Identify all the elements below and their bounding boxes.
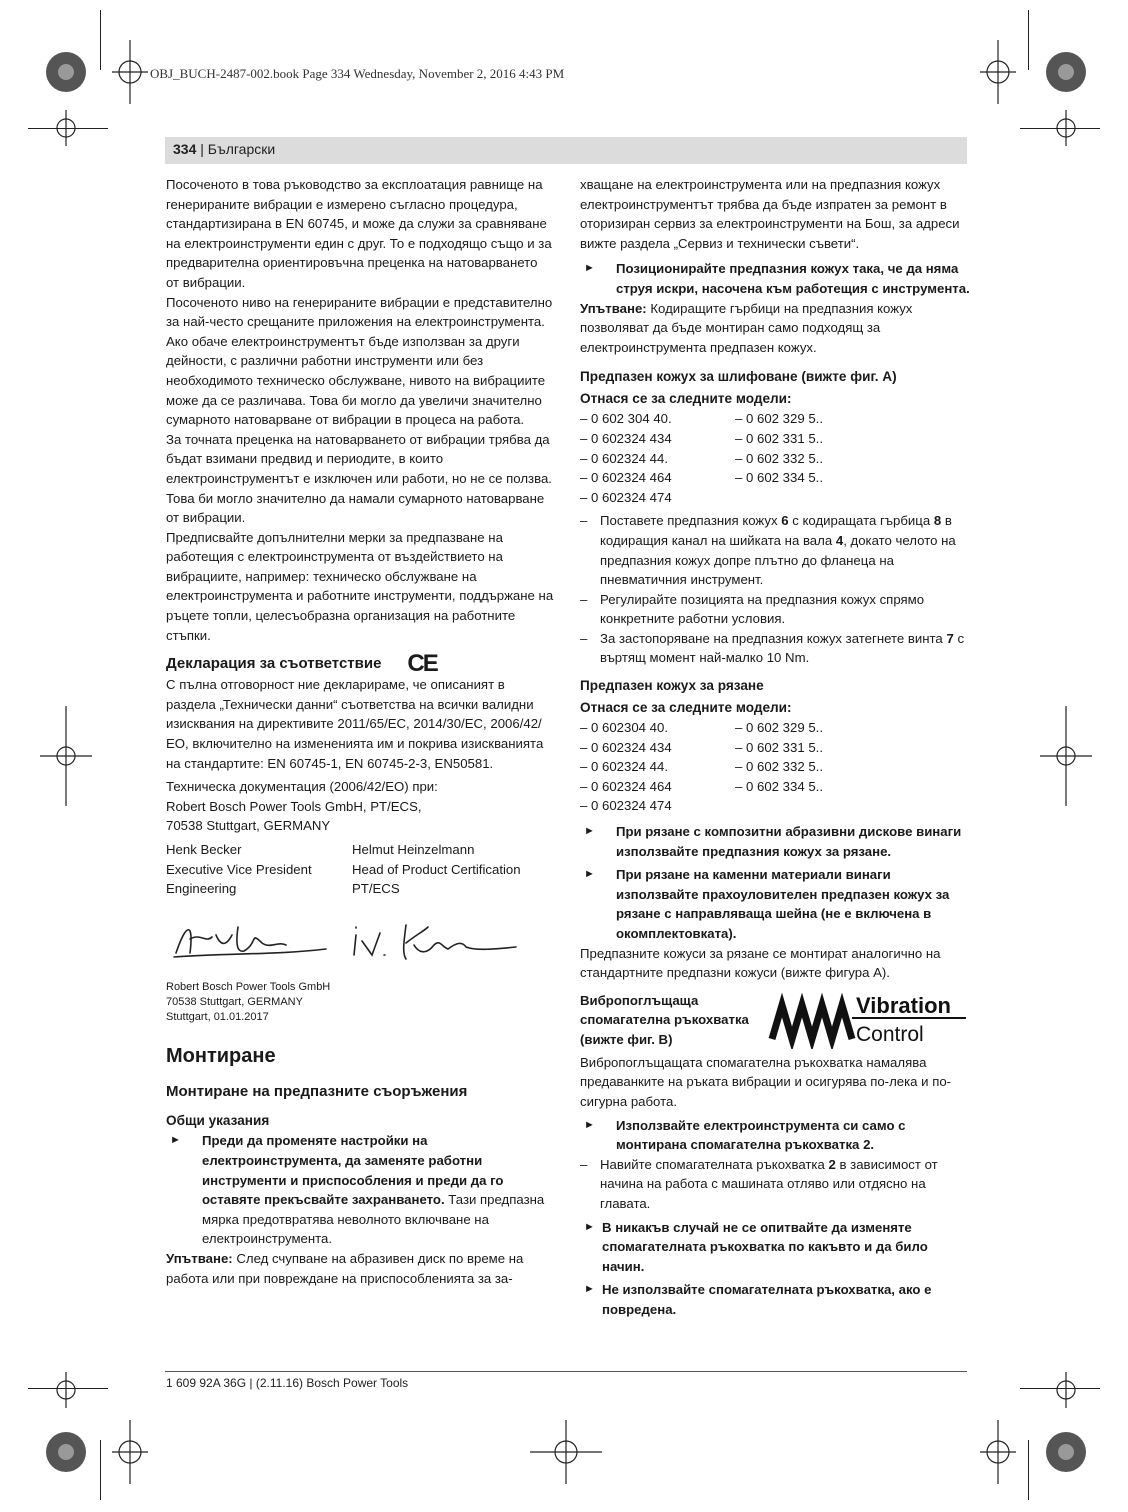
step-lock-guard: – За застопоряване на предпазния кожух затегнете винта 7 с въртящ момент най-малко 10 Nm. — [580, 630, 965, 666]
model-number: – 0 602 334 5.. — [735, 778, 823, 794]
bullet-arrow-icon: ► — [584, 262, 595, 275]
bullet-normal-text: Тази предпазна мярка предотвратява неволното включване на електроинструмента. — [202, 1192, 545, 1247]
model-number: – 0 602324 474 — [580, 798, 672, 814]
ref-number: 2 — [828, 1156, 836, 1172]
company-line: Robert Bosch Power Tools GmbH — [166, 981, 331, 994]
control-logo-text: Control — [856, 1022, 924, 1046]
step-screw-handle: – Навийте спомагателната ръкохватка 2 в зависимост от начина на работа с машината отляво или отдясно на главата. — [580, 1156, 938, 1211]
bullet-arrow-icon: ► — [584, 1283, 595, 1296]
model-number: – 0 602324 434 — [580, 739, 672, 755]
model-number: – 0 602 331 5.. — [735, 430, 823, 446]
company-block — [166, 980, 554, 1025]
bullet-arrow-icon: ► — [584, 868, 595, 881]
continued-text: хващане на електроинструмента или на предпазния кожух електроинструментът трябва да бъде изпратен за ремонт в оторизиран сервиз за електроинструменти на Бош, за адреси вижте раздела „Сервиз и технически съвети“. — [580, 177, 960, 251]
general-heading: Общи указания — [166, 1113, 270, 1129]
signer-1 — [166, 840, 352, 899]
model-number: – 0 602324 44. — [580, 450, 668, 466]
model-number: – 0 602 329 5.. — [735, 720, 823, 736]
model-number: – 0 602324 474 — [580, 489, 672, 505]
bullet-cutting-discs — [580, 822, 972, 861]
cutting-mount-text: Предпазните кожуси за рязане се монтират аналогично на стандартните предпазни кожуси (вижте фигура A). — [580, 945, 941, 981]
model-number: – 0 602 334 5.. — [735, 470, 823, 486]
declaration-heading: Декларация за съответствие — [166, 655, 382, 673]
left-column — [166, 175, 554, 1288]
subsection-heading: Монтиране на предпазните съоръжения — [166, 1083, 468, 1101]
model-number: – 0 602 329 5.. — [735, 411, 823, 427]
model-number: – 0 602324 434 — [580, 430, 672, 446]
vibration-logo-text: Vibration — [856, 992, 951, 1018]
model-number: – 0 602324 464 — [580, 470, 672, 486]
footer-text: 1 609 92A 36G | (2.11.16) Bosch Power Tools — [166, 1376, 409, 1390]
vibration-paragraph-4: Предписвайте допълнителни мерки за предпазване на работещия с електроинструмента от въздействието на вибрациите, например: техническо обслужване на електроинструмента и работните инструменти, поддържане на ръцете топли, целесъобразна организация на работните стъпки. — [166, 529, 554, 643]
bullet-stone-cutting — [580, 865, 972, 943]
ref-number: 7 — [946, 630, 954, 646]
grinding-models-heading: Отнася се за следните модели: — [580, 391, 792, 407]
vibration-paragraph-3: За точната преценка на натоварването от вибрации трябва да бъдат взимани предвид и периодите, в които електроинструментът е изключен или работи, но не се ползва. Това би могло значително да намали сумарното натоварване от вибрации. — [166, 431, 552, 526]
company-line: 70538 Stuttgart, GERMANY — [166, 996, 303, 1009]
model-number: – 0 602 332 5.. — [735, 759, 823, 775]
bullet-damaged-handle — [580, 1280, 972, 1319]
tech-doc-block — [166, 777, 554, 836]
bullet-position-guard — [580, 259, 972, 298]
bullet-text: При рязане с композитни абразивни дискове винаги използвайте предпазния кожух за рязане. — [616, 824, 962, 859]
step-text: Регулирайте позицията на предпазния кожух спрямо конкретните работни условия. — [600, 591, 925, 627]
step-place-guard: – Поставете предпазния кожух 6 с кодиращата гърбица 8 в кодиращия канал на шийката на вала 4, докато челото на предпазния кожух допре плътно до фланеца на пневматичния инструмент. — [580, 513, 956, 588]
ref-number: 8 — [933, 513, 942, 529]
bullet-use-handle: ► Използвайте електроинструмента си само с монтирана спомагателна ръкохватка 2. — [580, 1116, 972, 1155]
bullet-disconnect — [166, 1131, 554, 1249]
bullet-no-modify — [580, 1218, 972, 1277]
vibration-paragraph-1: Посоченото в това ръководство за експлоатация равнище на генерираните вибрации е измерено съгласно процедура, стандартизирана в EN 60745, и може да служи за сравняване на електроинструменти един с друг. То е подходящо също и за предварителна ориентировъчна преценка на натоварването от вибрации. — [166, 177, 552, 290]
signer-name: Henk Becker — [166, 842, 242, 857]
page-number: 334 — [173, 141, 197, 157]
model-number: – 0 602 331 5.. — [735, 739, 823, 755]
cutting-models-heading: Отнася се за следните модели: — [580, 700, 792, 716]
company-line: Stuttgart, 01.01.2017 — [166, 1011, 269, 1024]
ref-number: 4 — [835, 532, 844, 548]
note-paragraph — [580, 299, 972, 358]
vibration-control-logo — [768, 991, 968, 1049]
bullet-arrow-icon: ► — [170, 1134, 181, 1147]
signatures-image — [166, 913, 536, 971]
model-number: – 0 602324 464 — [580, 778, 672, 794]
ref-number: 6 — [781, 513, 789, 529]
print-info-line: OBJ_BUCH-2487-002.book Page 334 Wednesday, November 2, 2016 4:43 PM — [150, 66, 565, 81]
header-separator: | — [196, 141, 208, 157]
model-number: – 0 602 332 5.. — [735, 450, 823, 466]
note-label: Упътване: — [580, 300, 647, 316]
bullet-arrow-icon: ► — [584, 1220, 595, 1233]
tech-doc-line: Техническа документация (2006/42/ЕО) при: — [166, 779, 438, 795]
declaration-heading-row — [166, 650, 554, 678]
bullet-text: Позиционирайте предпазния кожух така, че да няма струя искри, насочена към работещия с инструмента. — [616, 261, 970, 296]
bullet-arrow-icon: ► — [584, 825, 595, 838]
bullet-text: В никакъв случай не се опитвайте да изменяте спомагателната ръкохватка по какъвто и да било начин. — [602, 1219, 928, 1274]
vibration-handle-block — [580, 991, 972, 1053]
model-number: – 0 602324 44. — [580, 759, 668, 775]
note-text: След счупване на абразивен диск по време на работа или при повреждане на приспособленията за за- — [166, 1250, 524, 1286]
cutting-models-list — [580, 718, 972, 816]
cutting-guard-heading: Предпазен кожух за рязане — [580, 678, 764, 694]
signer-title: Executive Vice President — [166, 861, 312, 877]
signer-name: Helmut Heinzelmann — [352, 842, 475, 857]
header-text — [173, 141, 275, 157]
tech-doc-line: 70538 Stuttgart, GERMANY — [166, 818, 331, 834]
note-label: Упътване: — [166, 1250, 233, 1266]
signer-2 — [352, 840, 552, 899]
bullet-bold-text: Преди да променяте настройки на електроинструмента, да заменяте работни инструменти и приспособления и преди да го оставяте прекъсвайте захранването. — [202, 1133, 504, 1208]
model-number — [735, 796, 905, 816]
vibration-paragraph-2: Посоченото ниво на генерираните вибрации е представително за най-често срещаните приложения на електроинструмента. Ако обаче електроинструментът бъде използван за други дейности, с различни работни инструменти или без необходимото техническо обслужване, нивото на вибрациите може да се различава. Това би могло да увеличи значително сумарното натоварване от вибрации в процеса на работа. — [166, 294, 553, 428]
grinding-guard-heading: Предпазен кожух за шлифоване (вижте фиг. A) — [580, 369, 897, 385]
declaration-text: С пълна отговорност ние декларираме, че описаният в раздела „Технически данни“ съответства на всички валидни изисквания на директивите 2011/65/ЕС, 2014/30/ЕС, 2006/42/ЕО, включително на измененията им и покрива изискванията на стандартите: EN 60745-1, EN 60745-2-3, EN50581. — [166, 677, 544, 771]
footer-rule — [165, 1371, 967, 1372]
section-heading: Монтиране — [166, 1045, 276, 1068]
bullet-arrow-icon: ► — [584, 1118, 595, 1131]
vibration-handle-heading: Вибропоглъщаща спомагателна ръкохватка (вижте фиг. B) — [580, 992, 749, 1047]
vibration-handle-text: Вибропоглъщащата спомагателна ръкохватка намалява предаванките на ръката вибрации и осигурява по-лека и по-сигурна работа. — [580, 1054, 952, 1109]
model-number: – 0 602 304 40. — [580, 411, 672, 427]
signers-block — [166, 840, 554, 899]
ref-number: 2 — [863, 1137, 871, 1153]
note-text: Кодиращите гърбици на предпазния кожух позволяват да бъде монтиран само подходящ за електроинструмента предпазен кожух. — [580, 300, 913, 355]
model-number — [735, 488, 905, 508]
bullet-text: При рязане на каменни материали винаги използвайте прахоуловителен предпазен кожух за рязане с направляваща шейна (не е включена в окомплектовката). — [616, 867, 950, 941]
bullet-text: Не използвайте спомагателната ръкохватка, ако е повредена. — [602, 1282, 932, 1317]
signer-department: PT/ECS — [352, 881, 400, 897]
step-adjust-guard: – Регулирайте позицията на предпазния кожух спрямо конкретните работни условия. — [580, 590, 972, 629]
signer-title: Head of Product Certification — [352, 861, 521, 877]
ce-mark: CE — [407, 650, 437, 678]
right-column — [580, 175, 972, 1320]
tech-doc-line: Robert Bosch Power Tools GmbH, PT/ECS, — [166, 798, 422, 814]
page-header — [165, 137, 967, 164]
model-number: – 0 602304 40. — [580, 720, 668, 736]
note-paragraph — [166, 1249, 554, 1288]
signer-department: Engineering — [166, 881, 237, 897]
grinding-models-list — [580, 409, 972, 507]
header-language: Български — [207, 141, 276, 157]
